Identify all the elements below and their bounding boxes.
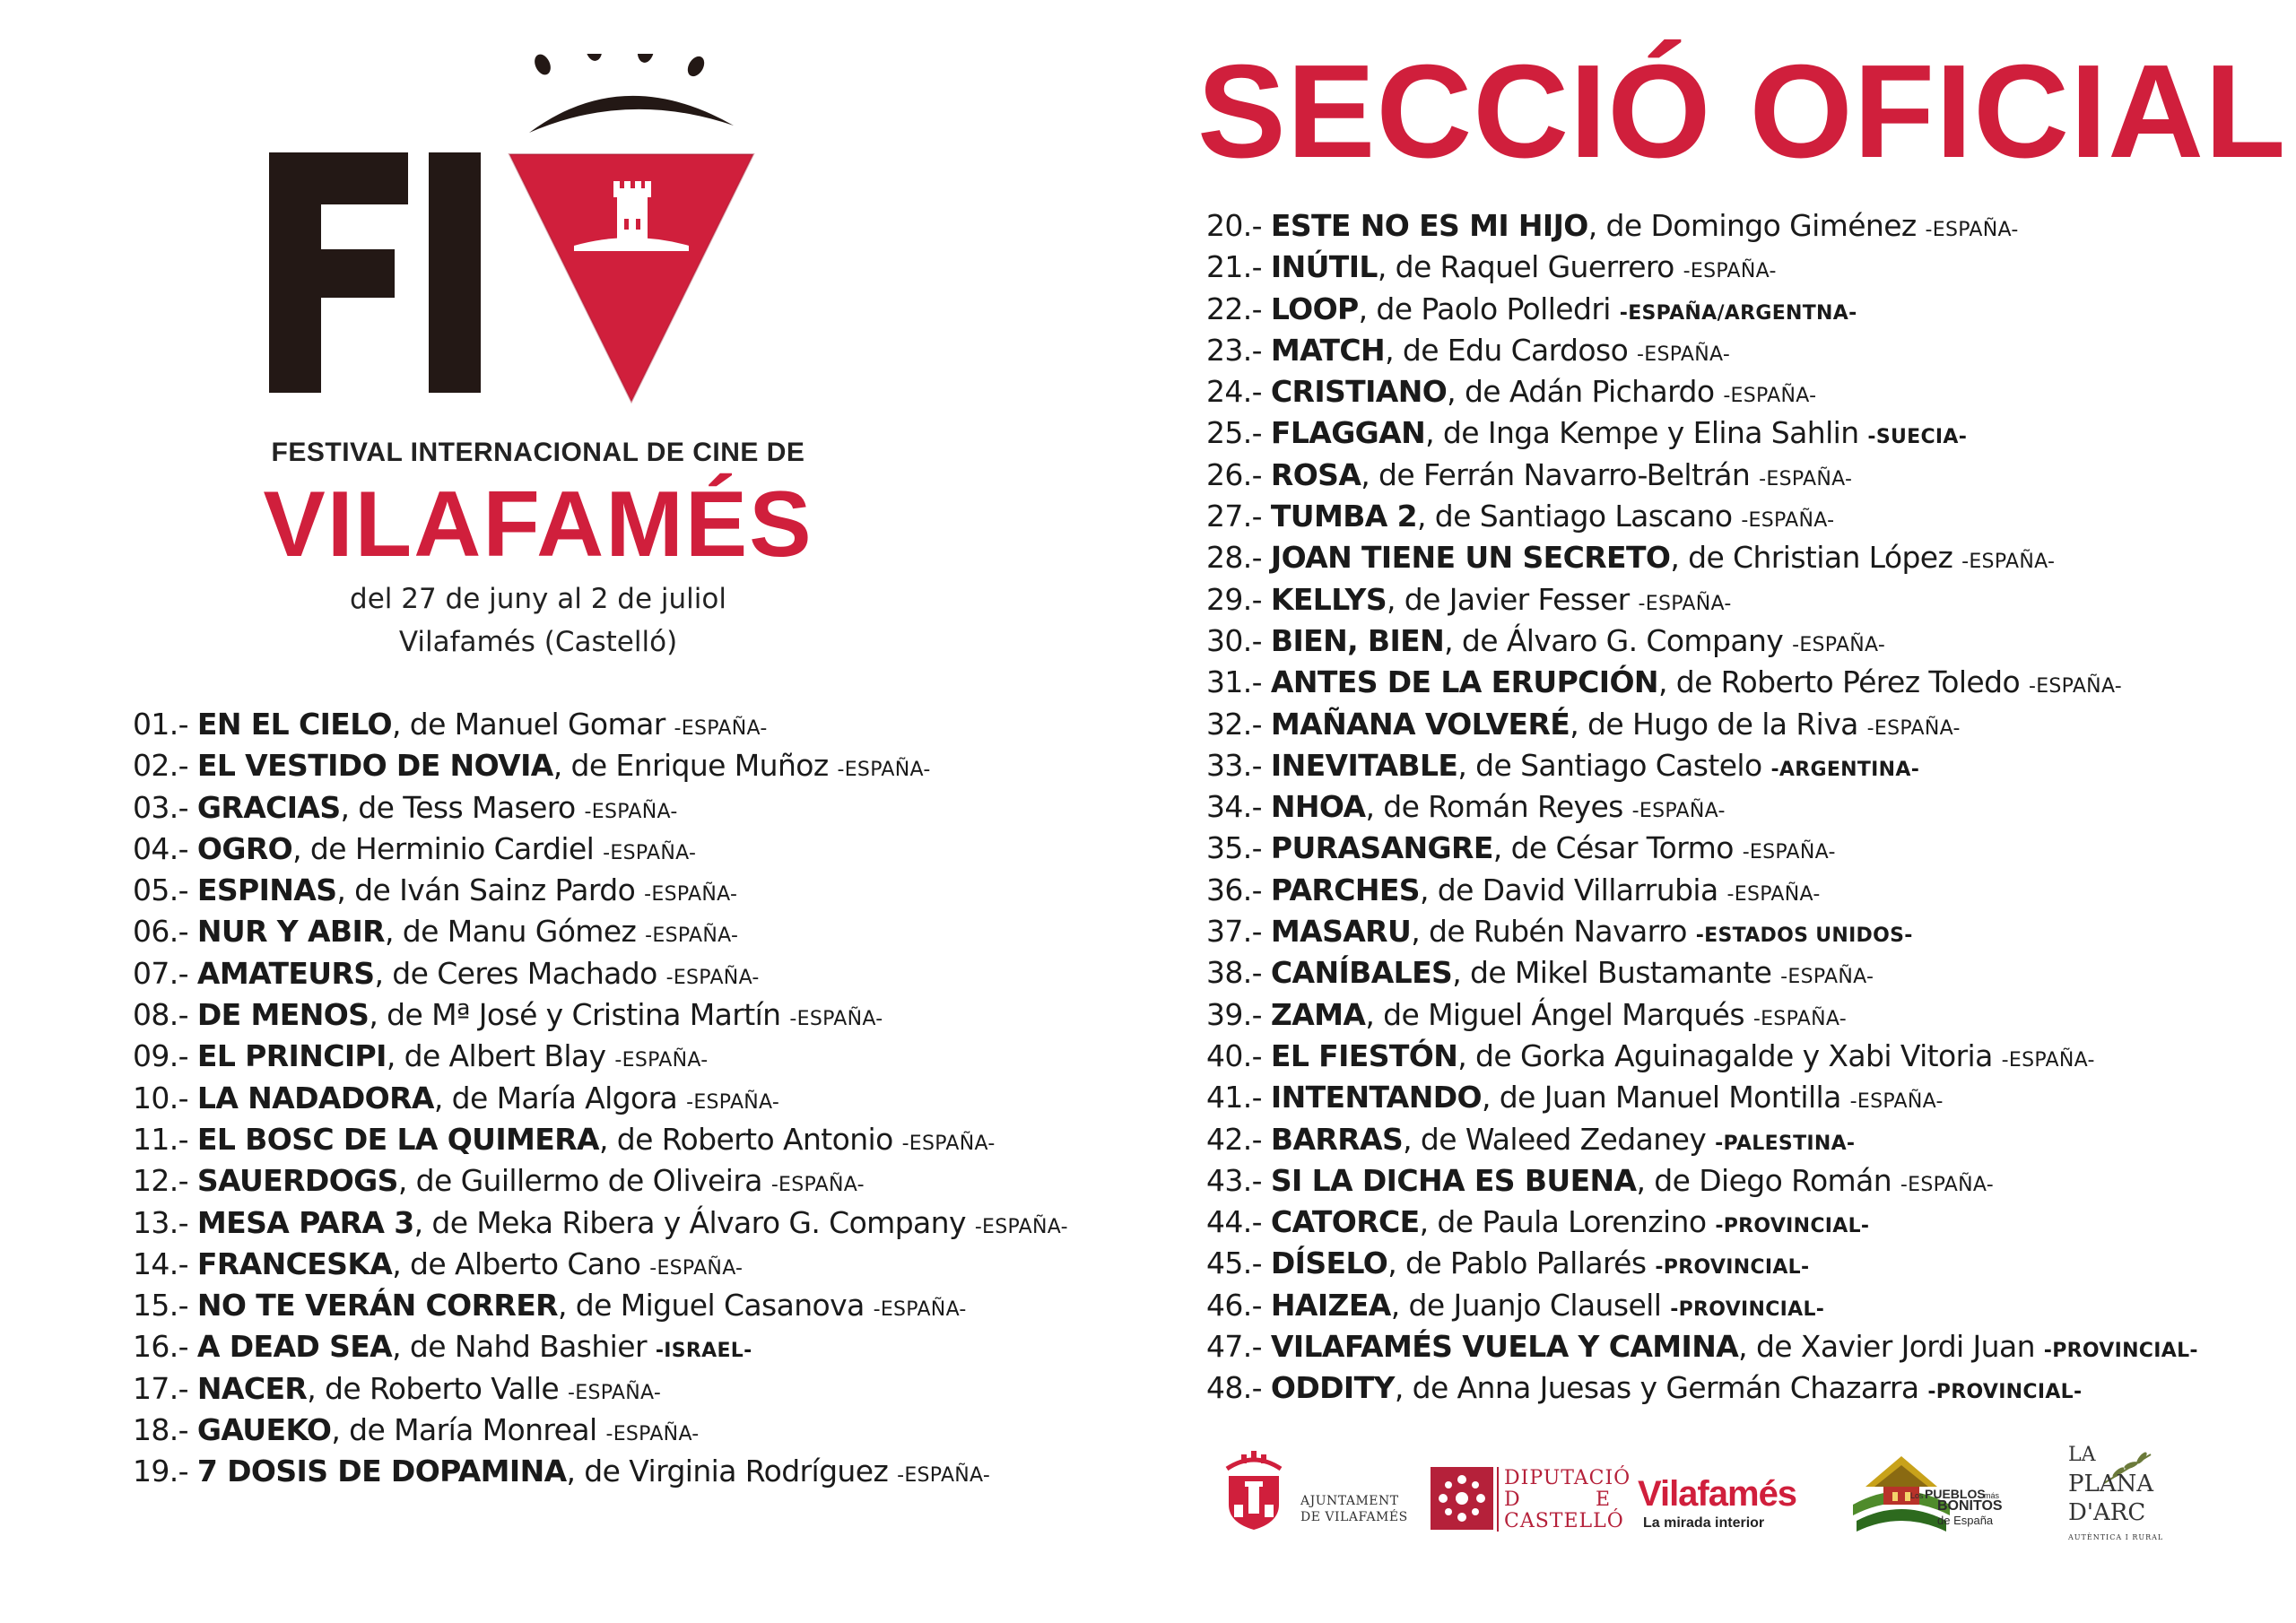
film-director: , de Gorka Aguinagalde y Xabi Vitoria [1457,1037,2002,1073]
plana-label-darc: D'ARC [2068,1499,2146,1526]
film-title: PURASANGRE [1270,830,1493,866]
film-entry [1206,1326,2198,1367]
film-entry [133,829,1068,870]
film-entry [133,745,1068,786]
film-director: , de Anna Juesas y Germán Chazarra [1394,1370,1928,1406]
film-director: , de Alberto Cano [392,1245,650,1281]
film-title: INEVITABLE [1270,747,1458,783]
film-director: , de Waleed Zedaney [1403,1121,1716,1157]
film-title: HAIZEA [1270,1287,1391,1323]
film-entry [1206,662,2198,703]
film-title: NUR Y ABIR [196,914,385,950]
film-title: INÚTIL [1270,249,1378,285]
film-country: -ESPAÑA- [789,1008,883,1031]
film-country: -ESPAÑA- [1900,1173,1994,1196]
film-country: -ESPAÑA- [1637,343,1731,366]
film-country: -ISRAEL- [655,1340,752,1363]
film-country: -ESPAÑA- [1741,509,1835,533]
film-title: SI LA DICHA ES BUENA [1270,1162,1637,1198]
film-number: 36.- [1206,872,1262,907]
film-number: 09.- [133,1038,188,1074]
film-title: JOAN TIENE UN SECRETO [1270,540,1671,576]
film-director: , de David Villarrubia [1419,872,1727,907]
film-title: MASARU [1270,914,1412,950]
film-title: BARRAS [1270,1121,1404,1157]
film-title: EL PRINCIPI [196,1038,387,1074]
film-title: NACER [196,1370,308,1406]
film-director: , de Nahd Bashier [392,1329,656,1365]
pueblos-label-mas: más [1984,1491,2000,1500]
film-title: CATORCE [1270,1204,1420,1240]
film-title: ZAMA [1270,996,1366,1032]
film-entry [1206,412,2198,454]
film-director: , de Miguel Casanova [557,1288,874,1324]
diputacio-label-line1: DIPUTACIÓ [1504,1467,1631,1489]
film-country: -ESPAÑA- [901,1132,996,1155]
film-number: 37.- [1206,914,1262,950]
film-director: , de Manu Gómez [384,914,646,950]
film-country: -ESPAÑA- [568,1381,662,1404]
film-entry [133,704,1068,745]
film-country: -PROVINCIAL- [1927,1381,2083,1404]
diputacio-label-line3: CASTELLÓ [1504,1510,1624,1532]
film-entry [133,787,1068,829]
film-title: MESA PARA 3 [196,1204,414,1240]
film-director: , de Miguel Ángel Marqués [1365,996,1753,1032]
film-country: -ESPAÑA- [1792,633,1886,656]
film-country: -ESPAÑA- [770,1174,865,1197]
film-entry [1206,1285,2198,1326]
film-director: , de Pablo Pallarés [1387,1245,1656,1281]
film-country: -ESPAÑA- [644,883,738,907]
film-country: -ESPAÑA- [873,1298,967,1322]
pueblos-label-bonitos: BONITOS [1937,1498,2003,1514]
film-entry [133,1119,1068,1160]
film-country: -ESTADOS UNIDOS- [1695,924,1913,948]
film-director: , de Roberto Antonio [598,1121,902,1157]
film-title: EN EL CIELO [196,707,392,742]
film-director: , de Juan Manuel Montilla [1482,1080,1850,1115]
film-country: -ESPAÑA/ARGENTNA- [1619,301,1857,325]
film-entry [133,1078,1068,1119]
film-number: 35.- [1206,830,1262,866]
film-director: , de Meka Ribera y Álvaro G. Company [413,1204,975,1240]
film-title: TUMBA 2 [1270,499,1417,534]
logo-letter-i [429,152,481,393]
film-entry [1206,1119,2198,1160]
film-number: 17.- [133,1370,188,1406]
film-country: -ESPAÑA- [897,1464,991,1488]
film-director: , de Paula Lorenzino [1419,1204,1716,1240]
film-director: , de María Algora [433,1080,687,1115]
film-number: 30.- [1206,622,1262,658]
film-number: 46.- [1206,1287,1262,1323]
film-entry [1206,994,2198,1036]
film-director: , de Diego Román [1636,1162,1900,1198]
film-title: AMATEURS [196,955,375,991]
film-country: -SUECIA- [1867,426,1968,449]
film-title: OGRO [196,830,293,866]
film-title: DE MENOS [196,997,370,1033]
logo-letter-f [269,152,408,393]
sponsor-la-plana-darc [2063,1444,2179,1555]
film-country: -ESPAÑA- [837,759,931,782]
film-number: 20.- [1206,208,1262,243]
film-entry [1206,786,2198,828]
festival-location: Vilafamés (Castelló) [398,626,678,658]
film-country: -ESPAÑA- [605,1423,700,1446]
film-country: -ESPAÑA- [1638,592,1732,615]
film-country: -ESPAÑA- [1723,385,1817,408]
film-entry [1206,828,2198,869]
film-director: , de Ferrán Navarro-Beltrán [1361,456,1760,492]
film-country: -ESPAÑA- [665,966,760,989]
film-director: , de Herminio Cardiel [292,830,604,866]
film-entry [133,1160,1068,1202]
film-title: EL FIESTÓN [1270,1037,1458,1073]
town-shield-icon [1218,1451,1290,1532]
festival-full-name: FESTIVAL INTERNACIONAL DE CINE DE [271,438,805,467]
film-entry [1206,371,2198,412]
film-country: -ESPAÑA- [2028,675,2123,699]
film-director: , de Mª José y Cristina Martín [369,997,790,1033]
film-director: , de Adán Pichardo [1447,374,1724,410]
film-number: 15.- [133,1288,188,1324]
film-entry [1206,1036,2198,1077]
film-title: ANTES DE LA ERUPCIÓN [1270,664,1658,700]
ajuntament-label-line2: DE VILAFAMÉS [1300,1510,1408,1524]
film-country: -ESPAÑA- [1780,966,1874,989]
pueblos-label-pueblos: PUEBLOS [1925,1487,1986,1501]
film-number: 33.- [1206,747,1262,783]
film-title: GRACIAS [196,789,341,825]
film-title: DÍSELO [1270,1245,1388,1281]
film-director: , de Javier Fesser [1386,581,1639,617]
film-director: , de Román Reyes [1365,789,1632,825]
film-director: , de Virginia Rodríguez [566,1454,898,1489]
vilafames-brand-tagline: La mirada interior [1643,1515,1765,1531]
film-country: -ESPAÑA- [603,841,697,864]
film-number: 08.- [133,997,188,1033]
film-title: LOOP [1270,291,1359,326]
film-number: 07.- [133,955,188,991]
film-entry [133,1036,1068,1077]
film-number: 26.- [1206,456,1262,492]
film-number: 03.- [133,789,188,825]
film-title: MATCH [1270,332,1386,368]
film-title: MAÑANA VOLVERÉ [1270,706,1570,742]
film-entry [1206,247,2198,288]
film-title: ODDITY [1270,1370,1395,1406]
film-entry [133,1244,1068,1285]
film-entry [1206,496,2198,537]
film-director: , de Inga Kempe y Elina Sahlin [1425,415,1868,451]
film-title: ESPINAS [196,872,337,908]
film-entry [1206,1202,2198,1243]
film-country: -PALESTINA- [1715,1132,1856,1155]
film-number: 28.- [1206,540,1262,576]
film-entry [1206,455,2198,496]
film-country: -ESPAÑA- [1683,260,1777,283]
film-title: CRISTIANO [1270,374,1448,410]
film-director: , de Mikel Bustamante [1452,955,1781,991]
film-title: ROSA [1270,456,1361,492]
film-country: -PROVINCIAL- [1655,1256,1810,1280]
film-entry [1206,1367,2198,1409]
film-country: -ESPAÑA- [1866,716,1961,740]
film-director: , de Ceres Machado [374,955,666,991]
film-country: -ESPAÑA- [645,924,739,948]
sponsor-pueblos-bonitos [1848,1451,2054,1544]
film-number: 39.- [1206,996,1262,1032]
film-list-right [1206,205,2198,1410]
film-entry [133,994,1068,1036]
film-director: , de Enrique Muñoz [552,748,838,784]
film-title: BIEN, BIEN [1270,622,1445,658]
film-number: 38.- [1206,955,1262,991]
film-entry [133,1285,1068,1326]
film-number: 11.- [133,1121,188,1157]
diputacio-divider [1497,1467,1499,1532]
film-entry [133,1202,1068,1244]
film-number: 31.- [1206,664,1262,700]
film-title: VILAFAMÉS VUELA Y CAMINA [1270,1329,1739,1365]
film-number: 24.- [1206,374,1262,410]
film-number: 34.- [1206,789,1262,825]
film-country: -PROVINCIAL- [2043,1340,2198,1363]
film-director: , de Raquel Guerrero [1377,249,1683,285]
film-country: -PROVINCIAL- [1715,1215,1870,1238]
film-title: EL VESTIDO DE NOVIA [196,748,553,784]
film-entry [1206,1077,2198,1118]
film-entry [1206,205,2198,247]
film-title: 7 DOSIS DE DOPAMINA [196,1454,567,1489]
film-director: , de Albert Blay [386,1038,615,1074]
film-director: , de Christian López [1670,540,1962,576]
film-number: 29.- [1206,581,1262,617]
film-entry [133,1451,1068,1492]
film-number: 44.- [1206,1204,1262,1240]
film-country: -ESPAÑA- [1742,841,1836,864]
film-country: -PROVINCIAL- [1670,1298,1825,1321]
film-number: 22.- [1206,291,1262,326]
film-number: 45.- [1206,1245,1262,1281]
film-title: A DEAD SEA [196,1329,393,1365]
film-country: -ESPAÑA- [1631,800,1726,823]
film-title: FLAGGAN [1270,415,1426,451]
plana-label-plana: PLANA [2068,1471,2154,1497]
section-title: SECCIÓ OFICIAL [1197,38,2287,186]
film-entry [1206,579,2198,621]
film-entry [1206,537,2198,578]
film-country: -ESPAÑA- [1752,1007,1847,1030]
film-director: , de Roberto Valle [307,1370,568,1406]
film-entry [133,911,1068,952]
logo-crown-strokes [529,54,734,133]
film-entry [1206,952,2198,994]
film-entry [1206,911,2198,952]
film-director: , de Manuel Gomar [391,707,674,742]
film-number: 42.- [1206,1121,1262,1157]
diputacio-label-e: E [1596,1488,1612,1511]
film-director: , de Guillermo de Oliveira [397,1163,771,1199]
film-title: FRANCESKA [196,1245,393,1281]
film-title: EL BOSC DE LA QUIMERA [196,1121,599,1157]
film-entry [133,953,1068,994]
film-title: GAUEKO [196,1412,332,1448]
film-director: , de Tess Masero [340,789,585,825]
festival-logo [269,54,771,404]
film-director: , de Paolo Polledri [1358,291,1620,326]
film-title: KELLYS [1270,581,1387,617]
sponsor-vilafames-brand [1638,1474,1835,1537]
film-title: ESTE NO ES MI HIJO [1270,208,1588,243]
film-director: , de Álvaro G. Company [1444,622,1793,658]
film-entry [133,1368,1068,1410]
diputacio-emblem-icon [1431,1467,1493,1530]
film-entry [1206,1243,2198,1284]
film-number: 04.- [133,830,188,866]
film-number: 01.- [133,707,188,742]
film-number: 05.- [133,872,188,908]
film-title: LA NADADORA [196,1080,434,1115]
sponsor-diputacio-castello [1431,1467,1631,1535]
film-country: -ESPAÑA- [2001,1048,2095,1072]
film-number: 10.- [133,1080,188,1115]
fiv-logo-graphic [269,54,771,404]
film-director: , de Edu Cardoso [1385,332,1638,368]
film-number: 12.- [133,1163,188,1199]
film-number: 25.- [1206,415,1262,451]
film-number: 19.- [133,1454,188,1489]
film-director: , de Juanjo Clausell [1390,1287,1671,1323]
film-number: 43.- [1206,1162,1262,1198]
film-director: , de Rubén Navarro [1411,914,1696,950]
film-entry [1206,704,2198,745]
film-director: , de Roberto Pérez Toledo [1657,664,2029,700]
film-country: -ESPAÑA- [1759,467,1853,490]
film-entry [133,870,1068,911]
vilafames-brand-name: Vilafamés [1638,1474,1797,1514]
film-number: 27.- [1206,499,1262,534]
film-number: 16.- [133,1329,188,1365]
film-number: 40.- [1206,1037,1262,1073]
plana-label-la: LA [2068,1444,2096,1466]
ajuntament-label-line1: AJUNTAMENT [1300,1494,1399,1508]
film-director: , de Santiago Lascano [1416,499,1742,534]
festival-dates: del 27 de juny al 2 de juliol [350,583,726,615]
pueblos-label-espana: de España [1937,1514,1994,1527]
film-director: , de Hugo de la Riva [1570,706,1867,742]
film-title: INTENTANDO [1270,1080,1483,1115]
film-country: -ESPAÑA- [1726,882,1821,906]
film-country: -ESPAÑA- [614,1049,709,1072]
film-entry [1206,621,2198,662]
film-country: -ESPAÑA- [974,1215,1068,1238]
film-country: -ESPAÑA- [674,717,768,740]
film-entry [1206,870,2198,911]
film-director: , de Santiago Castelo [1457,747,1771,783]
film-title: NHOA [1270,789,1366,825]
sponsor-ajuntament-vilafames [1218,1451,1415,1532]
film-list-left [133,704,1068,1493]
film-director: , de Iván Sainz Pardo [336,872,645,908]
film-number: 14.- [133,1245,188,1281]
film-country: -ESPAÑA- [584,800,678,823]
film-number: 06.- [133,914,188,950]
film-country: -ESPAÑA- [1925,219,2019,241]
film-country: -ARGENTINA- [1770,758,1920,781]
plana-label-tagline: AUTÈNTICA I RURAL [2068,1533,2164,1541]
film-country: -ESPAÑA- [1961,551,2056,574]
film-entry [1206,745,2198,786]
film-director: , de Domingo Giménez [1587,208,1926,243]
film-number: 21.- [1206,249,1262,285]
film-number: 32.- [1206,706,1262,742]
film-country: -ESPAÑA- [686,1090,780,1114]
film-number: 48.- [1206,1370,1262,1406]
film-number: 13.- [133,1204,188,1240]
film-director: , de César Tormo [1492,830,1743,866]
film-title: PARCHES [1270,872,1420,907]
film-director: , de María Monreal [331,1412,606,1448]
film-entry [133,1410,1068,1451]
film-entry [1206,1160,2198,1202]
film-director: , de Xavier Jordi Juan [1738,1329,2044,1365]
film-title: CANÍBALES [1270,955,1453,991]
film-number: 18.- [133,1412,188,1448]
film-number: 23.- [1206,332,1262,368]
festival-town-name: VILAFAMÉS [263,473,813,577]
film-entry [1206,330,2198,371]
film-number: 47.- [1206,1329,1262,1365]
diputacio-label-d: D [1504,1488,1521,1511]
film-entry [1206,289,2198,330]
film-country: -ESPAÑA- [1849,1090,1944,1114]
film-entry [133,1326,1068,1367]
film-number: 41.- [1206,1080,1262,1115]
film-country: -ESPAÑA- [649,1256,744,1280]
film-title: NO TE VERÁN CORRER [196,1288,558,1324]
pueblos-label-los: Los [1910,1491,1924,1500]
film-number: 02.- [133,748,188,784]
film-title: SAUERDOGS [196,1163,398,1199]
